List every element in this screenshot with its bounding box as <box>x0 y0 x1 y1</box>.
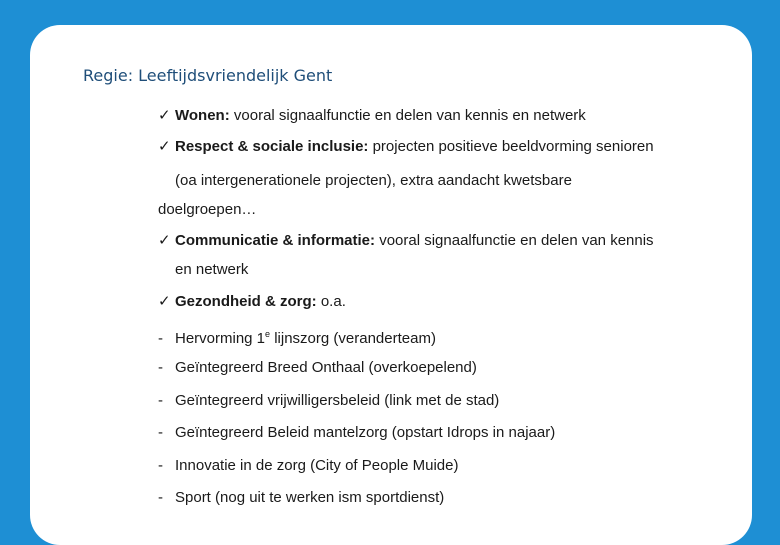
sub-item-text: Geïntegreerd vrijwilligersbeleid (link met de stad) <box>175 392 500 409</box>
dash-bullet: - <box>158 457 163 474</box>
sub-item-text: lijnszorg (veranderteam) <box>270 330 436 347</box>
dash-bullet: - <box>158 489 163 506</box>
checkmark-icon: ✓ <box>158 107 171 124</box>
checkmark-icon: ✓ <box>158 293 171 310</box>
dash-bullet: - <box>158 359 163 376</box>
sub-item <box>158 359 477 377</box>
bullet-heading: Gezondheid & zorg: <box>175 293 317 310</box>
bullet-text: projecten positieve beeldvorming senioren <box>368 138 654 155</box>
sub-item-text: Innovatie in de zorg (City of People Muide) <box>175 457 459 474</box>
bullet-heading: Respect & sociale inclusie: <box>175 138 369 155</box>
bullet-continuation: (oa intergenerationele projecten), extra aandacht kwetsbare <box>175 172 572 189</box>
bullet-continuation: en netwerk <box>175 261 249 278</box>
bullet-wonen <box>158 107 586 125</box>
bullet-text: vooral signaalfunctie en delen van kennis en netwerk <box>229 107 586 124</box>
dash-bullet: - <box>158 392 163 409</box>
dash-bullet: - <box>158 424 163 441</box>
dash-bullet: - <box>158 330 163 347</box>
sub-item <box>158 392 499 410</box>
sub-item <box>158 489 444 507</box>
bullet-communicatie <box>158 232 654 250</box>
sub-item <box>158 424 555 442</box>
sub-item-text: Sport (nog uit te werken ism sportdienst) <box>175 489 445 506</box>
bullet-heading: Communicatie & informatie: <box>175 232 376 249</box>
sub-item-text: Geïntegreerd Breed Onthaal (overkoepelend) <box>175 359 477 376</box>
checkmark-icon: ✓ <box>158 138 171 155</box>
slide-title: Regie: Leeftijdsvriendelijk Gent <box>83 66 333 85</box>
checkmark-icon: ✓ <box>158 232 171 249</box>
bullet-text: o.a. <box>316 293 346 310</box>
bullet-continuation: doelgroepen… <box>158 201 257 218</box>
sub-item-text: Hervorming 1 <box>175 330 266 347</box>
bullet-gezondheid <box>158 293 346 311</box>
bullet-heading: Wonen: <box>175 107 230 124</box>
bullet-text: vooral signaalfunctie en delen van kennis <box>375 232 654 249</box>
sub-item-text: Geïntegreerd Beleid mantelzorg (opstart Idrops in najaar) <box>175 424 556 441</box>
superscript: e <box>265 329 271 339</box>
sub-item <box>158 457 458 475</box>
bullet-respect <box>158 138 654 156</box>
sub-item-hervorming <box>158 325 436 348</box>
